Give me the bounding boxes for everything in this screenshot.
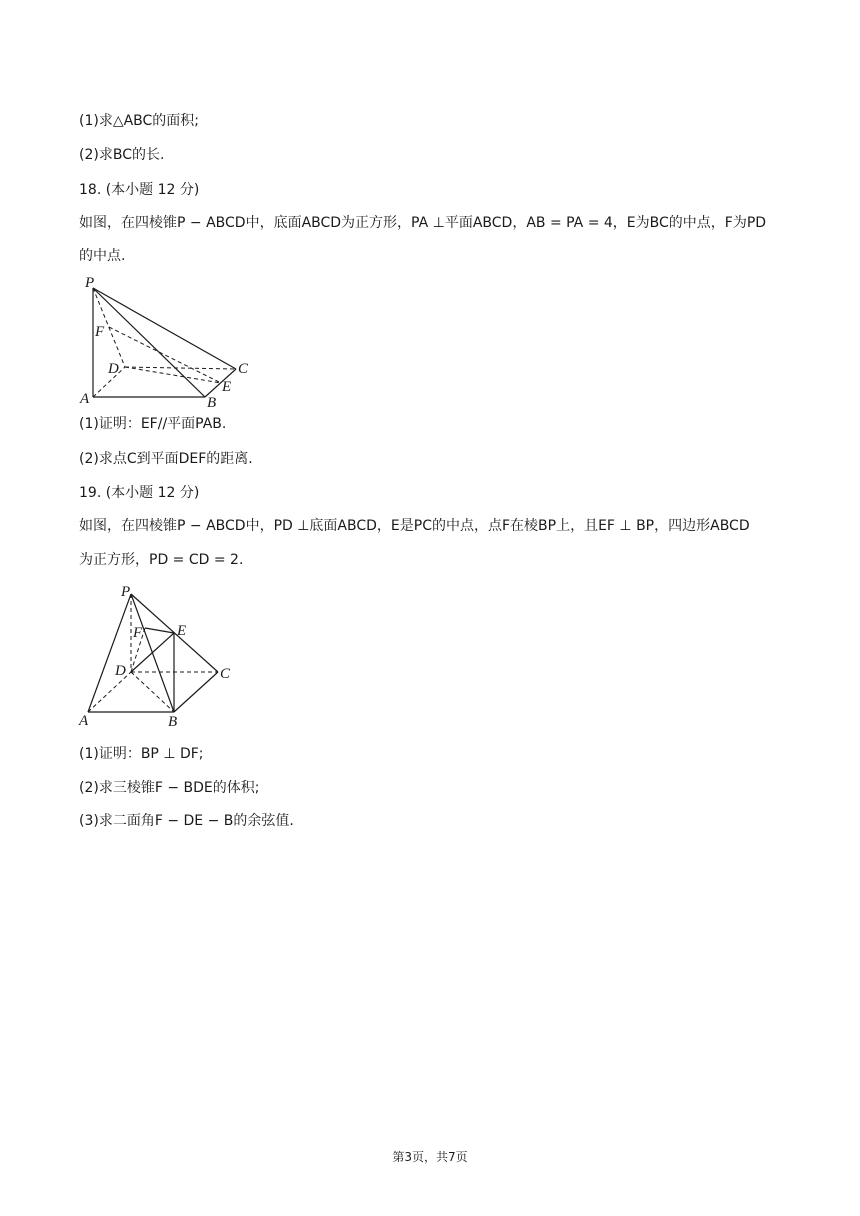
label-D: D: [115, 663, 126, 679]
label-D: D: [108, 361, 119, 377]
segment-FE: [109, 327, 221, 383]
label-B: B: [207, 395, 217, 410]
q18-part2: (2)求点C到平面DEF的距离.: [79, 451, 253, 467]
label-F: F: [133, 625, 143, 641]
label-C: C: [220, 666, 231, 682]
q19-part3: (3)求二面角F − DE − B的余弦值.: [79, 813, 294, 829]
label-C: C: [238, 361, 249, 377]
q18-figure: [75, 270, 255, 410]
edge-DC: [125, 367, 236, 369]
q17-part2: (2)求BC的长.: [79, 147, 165, 163]
q19-stem-line2: 为正方形，PD = CD = 2.: [79, 552, 244, 568]
q19-stem-line1: 如图，在四棱锥P − ABCD中，PD ⊥底面ABCD，E是PC的中点，点F在棱BP上，且EF ⊥ BP，四边形ABCD: [79, 518, 750, 534]
q17-part1: (1)求△ABC的面积;: [79, 113, 200, 129]
q19-part1: (1)证明：BP ⊥ DF;: [79, 746, 204, 762]
q19-part2: (2)求三棱锥F − BDE的体积;: [79, 780, 260, 796]
q18-stem-line1: 如图，在四棱锥P − ABCD中，底面ABCD为正方形，PA ⊥平面ABCD，AB = PA = 4，E为BC的中点，F为PD: [79, 215, 767, 231]
label-E: E: [222, 379, 232, 395]
label-F: F: [95, 324, 105, 340]
edge-PA: [88, 594, 131, 712]
edge-BC: [205, 369, 236, 397]
q18-part1: (1)证明：EF//平面PAB.: [79, 416, 227, 432]
q18-stem-line2: 的中点.: [79, 248, 126, 264]
label-B: B: [168, 714, 178, 730]
q19-heading: 19. (本小题 12 分): [79, 485, 200, 501]
label-E: E: [177, 623, 187, 639]
q19-figure: [75, 580, 245, 730]
q18-heading: 18. (本小题 12 分): [79, 182, 200, 198]
label-A: A: [80, 391, 90, 407]
segment-DB: [131, 672, 174, 712]
label-P: P: [121, 584, 131, 600]
label-A: A: [79, 713, 89, 729]
label-P: P: [85, 275, 95, 291]
segment-DE: [125, 367, 221, 383]
page-footer: 第3页，共7页: [392, 1150, 468, 1164]
edge-BC: [174, 672, 218, 712]
